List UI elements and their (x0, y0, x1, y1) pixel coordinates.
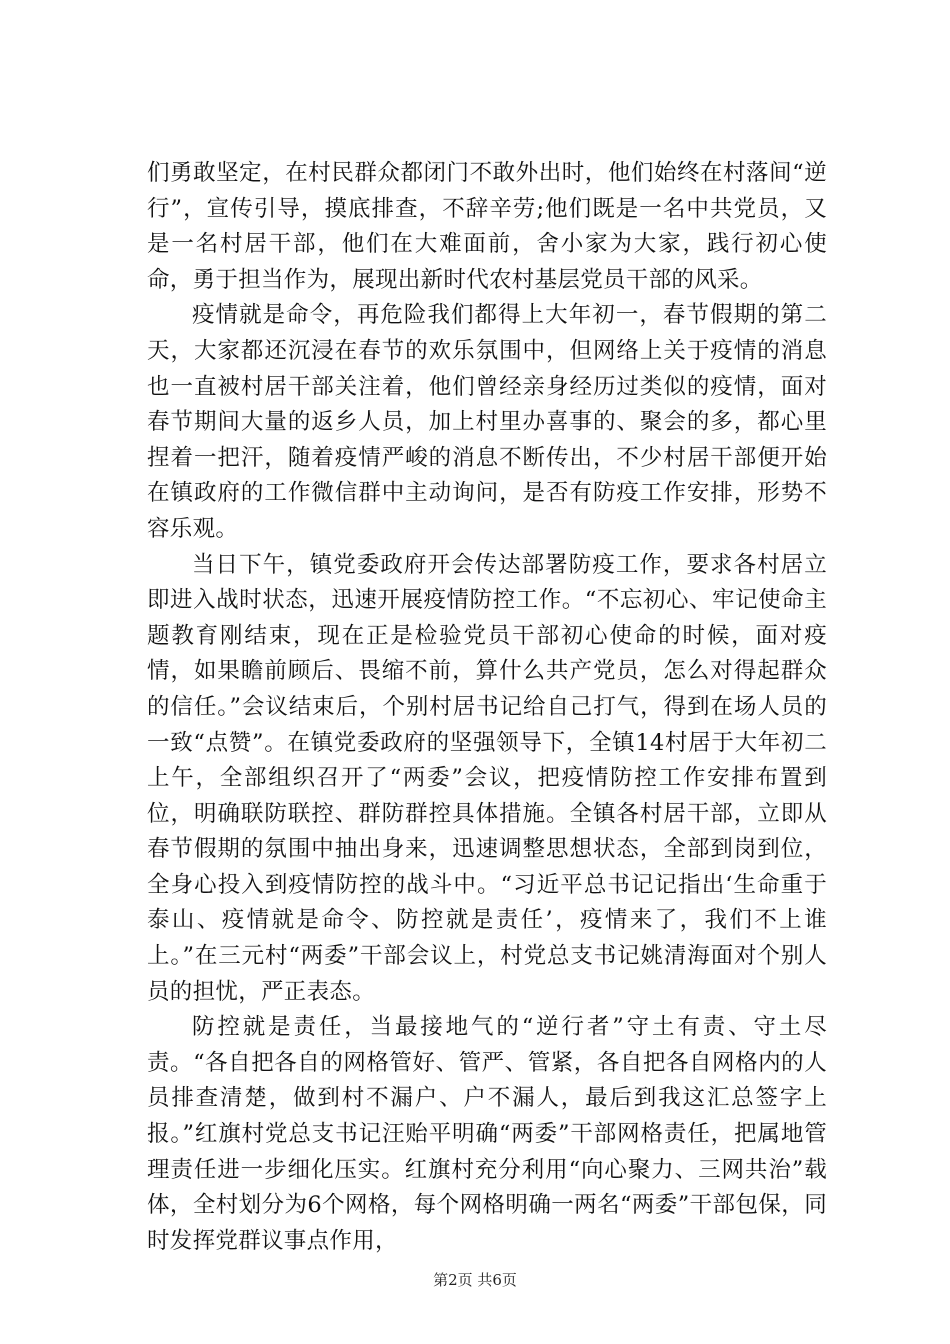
page-number-footer: 第2页 共6页 (433, 1271, 517, 1289)
paragraph: 疫情就是命令，再危险我们都得上大年初一，春节假期的第二天，大家都还沉浸在春节的欢乐氛围中，但网络上关于疫情的消息也一直被村居干部关注着，他们曾经亲身经历过类似的疫情，面对春节期间大量的返乡人员，加上村里办喜事的、聚会的多，都心里捏着一把汗，随着疫情严峻的消息不断传出，不少村居干部便开始在镇政府的工作微信群中主动询问，是否有防疫工作安排，形势不容乐观。 (147, 302, 827, 542)
paragraph: 们勇敢坚定，在村民群众都闭门不敢外出时，他们始终在村落间“逆行”，宣传引导，摸底排查，不辞辛劳;他们既是一名中共党员，又是一名村居干部，他们在大难面前，舍小家为大家，践行初心使命，勇于担当作为，展现出新时代农村基层党员干部的风采。 (147, 160, 827, 293)
document-body (147, 156, 827, 1259)
paragraph: 当日下午，镇党委政府开会传达部署防疫工作，要求各村居立即进入战时状态，迅速开展疫情防控工作。“不忘初心、牢记使命主题教育刚结束，现在正是检验党员干部初心使命的时候，面对疫情，如果瞻前顾后、畏缩不前，算什么共产党员，怎么对得起群众的信任。”会议结束后，个别村居书记给自己打气，得到在场人员的一致“点赞”。在镇党委政府的坚强领导下，全镇14村居于大年初二上午，全部组织召开了“两委”会议，把疫情防控工作安排布置到位，明确联防联控、群防群控具体措施。全镇各村居干部，立即从春节假期的氛围中抽出身来，迅速调整思想状态，全部到岗到位，全身心投入到疫情防控的战斗中。“习近平总书记记指出‘生命重于泰山、疫情就是命令、防控就是责任’，疫情来了，我们不上谁上。”在三元村“两委”干部会议上，村党总支书记姚清海面对个别人员的担忧，严正表态。 (147, 551, 827, 1005)
paragraph: 防控就是责任，当最接地气的“逆行者”守土有责、守土尽责。“各自把各自的网格管好、管严、管紧，各自把各自网格内的人员排查清楚，做到村不漏户、户不漏人，最后到我这汇总签字上报。”红旗村党总支书记汪贻平明确“两委”干部网格责任，把属地管理责任进一步细化压实。红旗村充分利用“向心聚力、三网共治”载体，全村划分为6个网格，每个网格明确一两名“两委”干部包保，同时发挥党群议事点作用， (147, 1014, 827, 1254)
